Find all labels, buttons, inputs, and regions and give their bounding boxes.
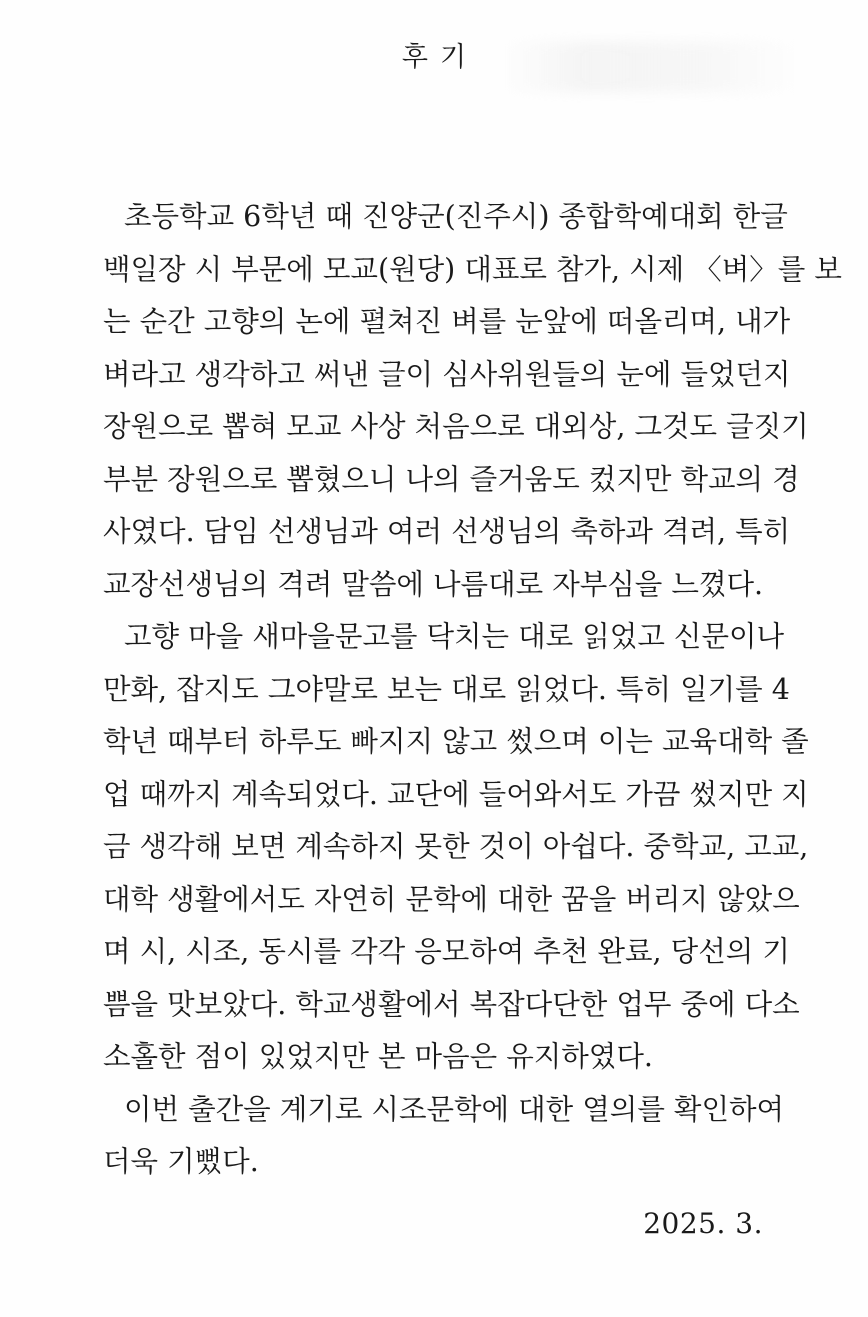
page-title: 후기	[401, 42, 479, 73]
text-line: 만화, 잡지도 그야말로 보는 대로 읽었다. 특히 일기를 4	[103, 672, 790, 706]
text-line: 대학 생활에서도 자연히 문학에 대한 꿈을 버리지 않았으	[103, 882, 800, 916]
date-signature: 2025. 3.	[643, 1207, 763, 1240]
text-line: 쁨을 맛보았다. 학교생활에서 복잡다단한 업무 중에 다소	[103, 987, 800, 1021]
text-line: 벼라고 생각하고 써낸 글이 심사위원들의 눈에 들었던지	[103, 357, 791, 391]
text-line: 고향 마을 새마을문고를 닥치는 대로 읽었고 신문이나	[124, 620, 785, 653]
text-line: 백일장 시 부문에 모교(원당) 대표로 참가, 시제 〈벼〉를 보	[103, 252, 842, 286]
text-line: 이번 출간을 계기로 시조문학에 대한 열의를 확인하여	[124, 1092, 785, 1126]
text-line: 초등학교 6학년 때 진양군(진주시) 종합학예대회 한글	[124, 200, 788, 233]
text-line: 부분 장원으로 뽑혔으니 나의 즐거움도 컸지만 학교의 경	[103, 462, 800, 496]
text-line: 소홀한 점이 있었지만 본 마음은 유지하였다.	[103, 1040, 653, 1073]
text-line: 며 시, 시조, 동시를 각각 응모하여 추천 완료, 당선의 기	[103, 935, 790, 968]
text-line: 사였다. 담임 선생님과 여러 선생님의 축하과 격려, 특히	[103, 515, 791, 548]
text-line: 장원으로 뽑혀 모교 사상 처음으로 대외상, 그것도 글짓기	[103, 410, 809, 443]
text-line: 는 순간 고향의 논에 펼쳐진 벼를 눈앞에 떠올리며, 내가	[103, 305, 791, 338]
text-line: 교장선생님의 격려 말씀에 나름대로 자부심을 느꼈다.	[103, 567, 764, 601]
text-line: 더욱 기뻤다.	[103, 1145, 259, 1178]
text-line: 업 때까지 계속되었다. 교단에 들어와서도 가끔 썼지만 지	[103, 777, 809, 811]
text-line: 학년 때부터 하루도 빠지지 않고 썼으며 이는 교육대학 졸	[103, 725, 809, 758]
text-line: 금 생각해 보면 계속하지 못한 것이 아쉽다. 중학교, 고교,	[103, 830, 809, 863]
